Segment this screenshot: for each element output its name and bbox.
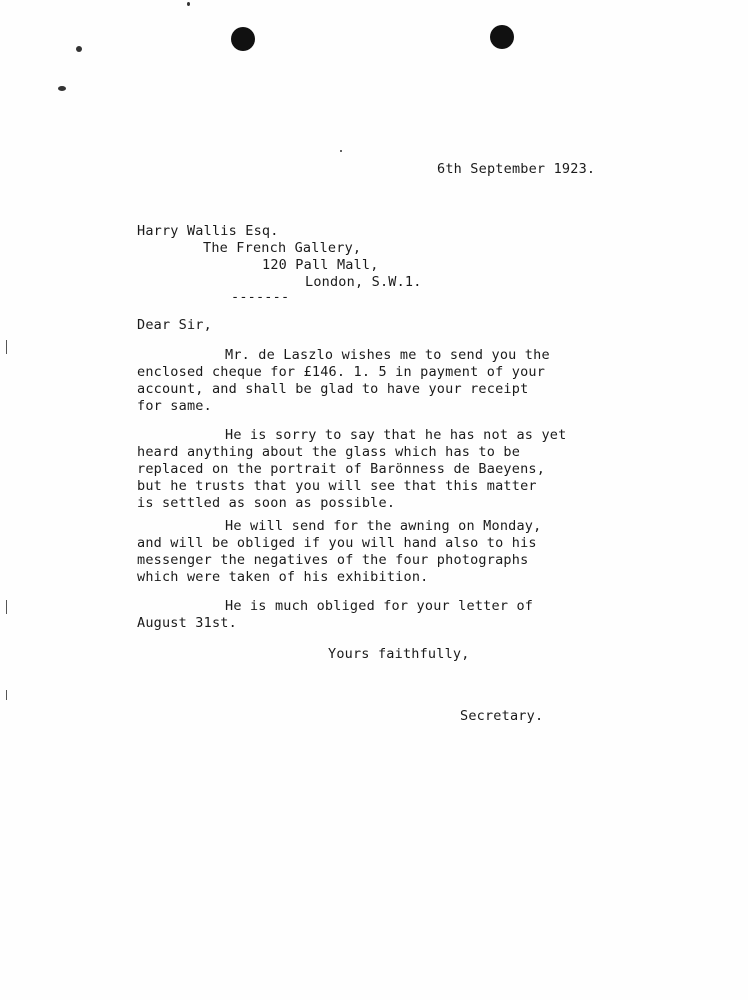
paragraph-2-line-5: is settled as soon as possible.	[137, 495, 396, 511]
ink-speck	[58, 86, 66, 91]
paragraph-1-line-2: enclosed cheque for £146. 1. 5 in payment of your	[137, 364, 546, 380]
paragraph-1-line-1: Mr. de Laszlo wishes me to send you the	[225, 347, 550, 363]
paragraph-3-line-1: He will send for the awning on Monday,	[225, 518, 542, 534]
edge-mark	[6, 690, 7, 700]
punch-hole-right	[490, 25, 514, 49]
edge-mark	[6, 600, 7, 614]
recipient-city: London, S.W.1.	[305, 274, 422, 290]
address-rule: -------	[231, 289, 290, 305]
paragraph-2-line-3: replaced on the portrait of Barönness de Baeyens,	[137, 461, 546, 477]
paragraph-3-line-3: messenger the negatives of the four photographs	[137, 552, 529, 568]
paragraph-3-line-4: which were taken of his exhibition.	[137, 569, 429, 585]
paragraph-1-line-3: account, and shall be glad to have your receipt	[137, 381, 529, 397]
signature-title: Secretary.	[460, 708, 544, 724]
paragraph-4-line-2: August 31st.	[137, 615, 237, 631]
salutation: Dear Sir,	[137, 317, 212, 333]
recipient-name: Harry Wallis Esq.	[137, 223, 279, 239]
recipient-street: 120 Pall Mall,	[262, 257, 379, 273]
edge-mark	[6, 340, 7, 354]
closing: Yours faithfully,	[328, 646, 470, 662]
ink-speck	[187, 2, 190, 6]
paragraph-1-line-4: for same.	[137, 398, 212, 414]
paragraph-2-line-2: heard anything about the glass which has to be	[137, 444, 521, 460]
ink-speck	[340, 150, 342, 152]
recipient-org: The French Gallery,	[203, 240, 362, 256]
punch-hole-left	[231, 27, 255, 51]
paragraph-4-line-1: He is much obliged for your letter of	[225, 598, 534, 614]
paragraph-2-line-1: He is sorry to say that he has not as yet	[225, 427, 567, 443]
paragraph-3-line-2: and will be obliged if you will hand also to his	[137, 535, 537, 551]
paragraph-2-line-4: but he trusts that you will see that this matter	[137, 478, 537, 494]
ink-speck	[76, 46, 82, 52]
letter-date: 6th September 1923.	[437, 161, 596, 177]
